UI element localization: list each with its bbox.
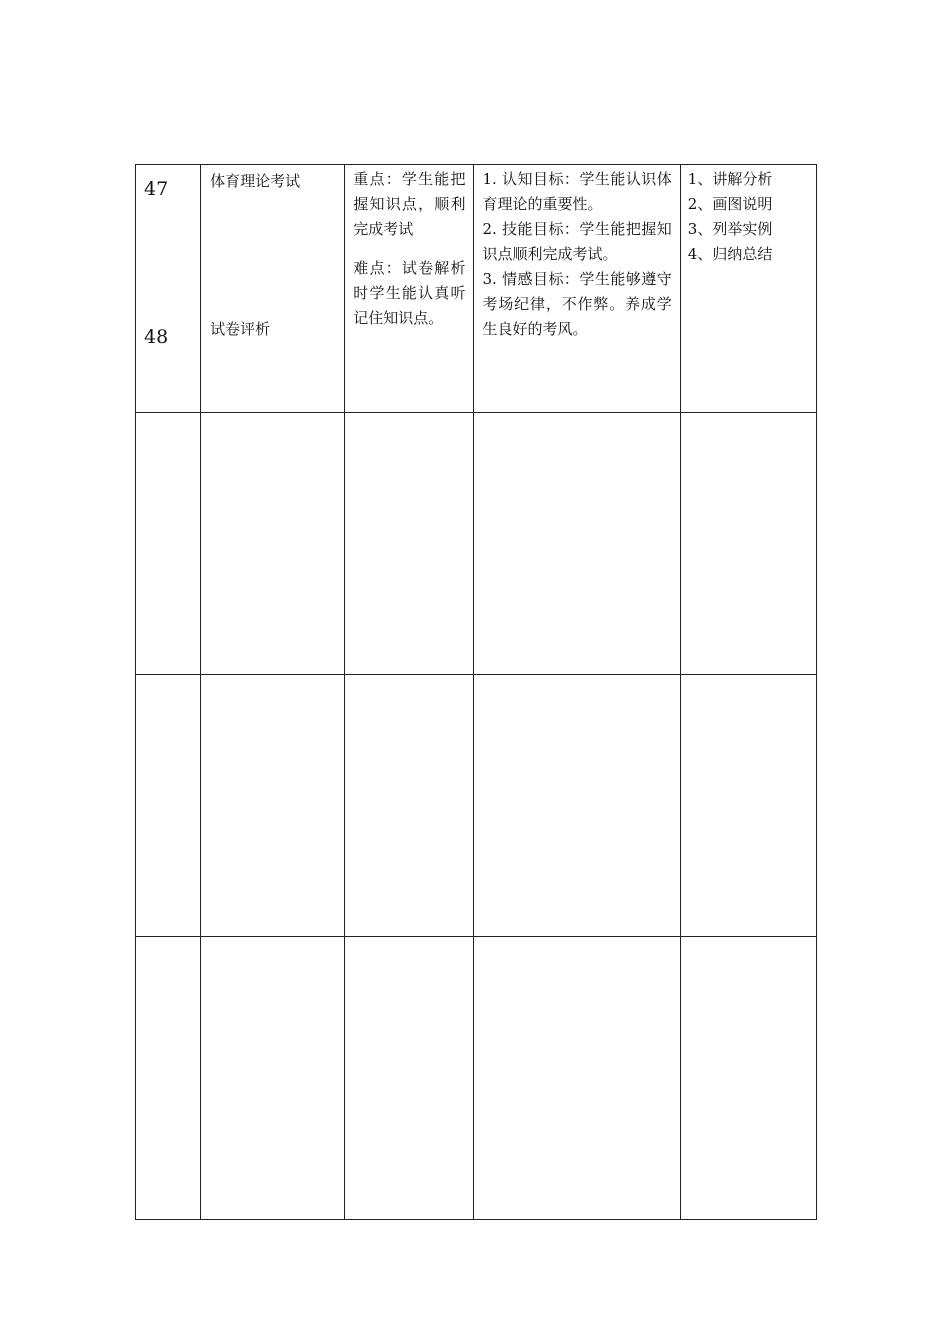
objective-item: 1. 认知目标：学生能认识体育理论的重要性。	[482, 170, 672, 213]
empty-cell	[474, 413, 680, 675]
method-item: 1、讲解分析	[687, 170, 773, 188]
empty-cell	[345, 937, 474, 1220]
empty-cell	[474, 937, 680, 1220]
objective-item: 2. 技能目标：学生能把握知识点顺利完成考试。	[482, 220, 672, 263]
empty-cell	[474, 675, 680, 937]
objective-item: 3. 情感目标：学生能够遵守考场纪律，不作弊。养成学生良好的考风。	[482, 270, 672, 338]
method-item: 2、画图说明	[687, 195, 773, 213]
lesson-number-cell	[136, 165, 201, 413]
methods-cell	[680, 165, 816, 413]
empty-cell	[136, 675, 201, 937]
empty-cell	[201, 937, 345, 1220]
method-item: 4、归纳总结	[687, 245, 773, 263]
empty-cell	[136, 413, 201, 675]
empty-cell	[136, 937, 201, 1220]
key-points-cell	[345, 165, 474, 413]
difficulty-text: 难点：试卷解析时学生能认真听记住知识点。	[353, 259, 466, 327]
empty-cell	[680, 937, 816, 1220]
empty-cell	[345, 413, 474, 675]
empty-cell	[201, 675, 345, 937]
method-item: 3、列举实例	[687, 220, 773, 238]
lesson-plan-table	[135, 164, 817, 1220]
empty-cell	[680, 413, 816, 675]
table-row	[136, 165, 817, 413]
empty-cell	[345, 675, 474, 937]
lesson-topic: 体育理论考试	[210, 172, 301, 190]
lesson-number: 48	[144, 326, 169, 348]
table-row	[136, 675, 817, 937]
objectives-cell	[474, 165, 680, 413]
lesson-topic-cell	[201, 165, 345, 413]
lesson-number: 47	[144, 178, 169, 200]
table-row	[136, 937, 817, 1220]
empty-cell	[680, 675, 816, 937]
empty-cell	[201, 413, 345, 675]
lesson-topic: 试卷评析	[210, 320, 271, 338]
focus-text: 重点：学生能把握知识点，顺利完成考试	[353, 170, 466, 238]
table-row	[136, 413, 817, 675]
